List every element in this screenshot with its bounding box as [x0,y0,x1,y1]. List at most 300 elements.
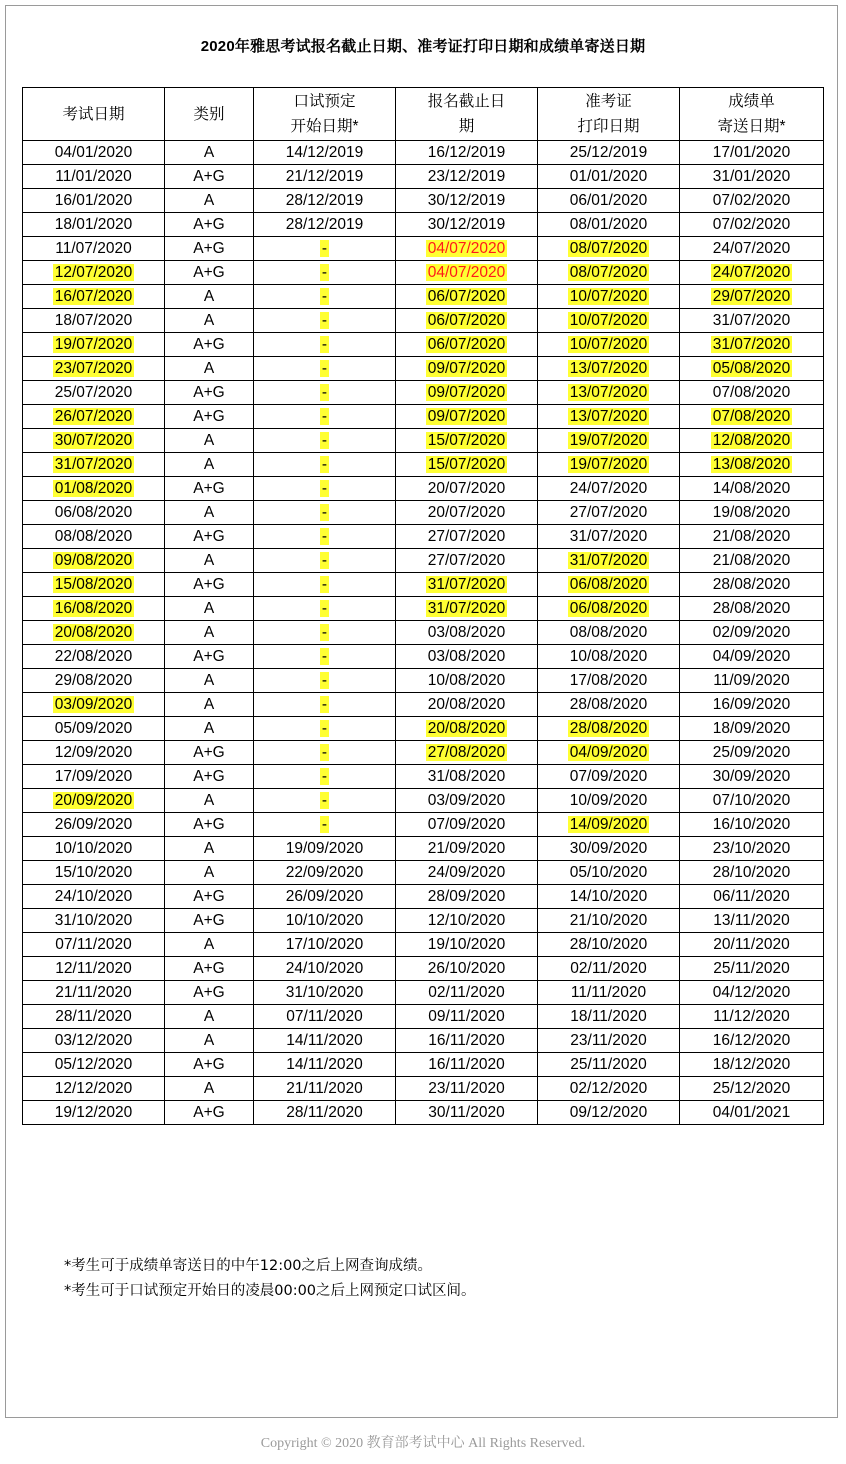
cell-value: A [203,360,215,377]
cell-category [165,741,254,765]
table-row [23,453,824,477]
table-row [23,405,824,429]
cell-value: 14/10/2020 [569,888,648,905]
cell-value: 25/11/2020 [570,1056,647,1073]
cell-score-report-send-date [680,1029,824,1053]
cell-value: 21/11/2020 [55,984,132,1001]
header-line: 口试预定 [293,93,356,110]
cell-value: 26/09/2020 [285,888,364,905]
cell-registration-deadline [396,669,538,693]
cell-registration-deadline [396,141,538,165]
cell-category [165,813,254,837]
table-row [23,429,824,453]
cell-value: 12/11/2020 [55,960,132,977]
cell-admission-print-date [538,357,680,381]
cell-admission-print-date [538,717,680,741]
cell-value: 06/07/2020 [427,336,506,353]
cell-exam-date [23,957,165,981]
header-line: 成绩单 [728,93,775,110]
cell-value: 08/07/2020 [569,264,648,281]
cell-exam-date [23,981,165,1005]
cell-admission-print-date [538,861,680,885]
cell-value: 28/10/2020 [569,936,648,953]
cell-value: 17/09/2020 [54,768,133,785]
cell-value: 24/10/2020 [285,960,364,977]
cell-category [165,237,254,261]
cell-admission-print-date [538,261,680,285]
cell-registration-deadline [396,477,538,501]
cell-value: - [321,552,328,569]
cell-value: A [203,432,215,449]
cell-value: 05/10/2020 [569,864,648,881]
cell-value: 25/11/2020 [713,960,790,977]
cell-value: 11/11/2020 [570,984,647,1001]
cell-category [165,1077,254,1101]
cell-admission-print-date [538,309,680,333]
cell-value: 28/08/2020 [712,576,791,593]
cell-registration-deadline [396,861,538,885]
cell-value: A [203,840,215,857]
cell-speaking-booking-start [254,909,396,933]
cell-value: A [203,312,215,329]
cell-admission-print-date [538,477,680,501]
cell-registration-deadline [396,405,538,429]
cell-score-report-send-date [680,1005,824,1029]
cell-value: 31/10/2020 [54,912,133,929]
cell-value: 31/07/2020 [569,528,648,545]
header-score-report-send-date [680,88,824,141]
cell-exam-date [23,1005,165,1029]
cell-registration-deadline [396,933,538,957]
cell-value: A [203,792,215,809]
cell-registration-deadline [396,645,538,669]
cell-value: 24/10/2020 [54,888,133,905]
cell-speaking-booking-start [254,669,396,693]
cell-value: 10/08/2020 [569,648,648,665]
cell-value: 15/07/2020 [427,456,506,473]
cell-speaking-booking-start [254,285,396,309]
cell-score-report-send-date [680,789,824,813]
table-row [23,261,824,285]
cell-value: 25/12/2019 [569,144,648,161]
cell-value: 14/11/2020 [286,1032,363,1049]
cell-value: - [321,456,328,473]
table-row [23,189,824,213]
table-body [23,141,824,1125]
cell-value: 07/11/2020 [286,1008,363,1025]
cell-value: 19/07/2020 [54,336,133,353]
cell-registration-deadline [396,621,538,645]
cell-value: 02/09/2020 [712,624,791,641]
cell-value: 13/11/2020 [713,912,790,929]
cell-value: 08/08/2020 [54,528,133,545]
cell-value: 19/07/2020 [569,432,648,449]
cell-value: - [321,408,328,425]
cell-score-report-send-date [680,765,824,789]
cell-value: A [203,936,215,953]
cell-value: 20/07/2020 [427,480,506,497]
cell-speaking-booking-start [254,981,396,1005]
cell-registration-deadline [396,789,538,813]
cell-registration-deadline [396,453,538,477]
header-line: 报名截止日 [427,93,506,110]
cell-value: 28/08/2020 [569,696,648,713]
cell-speaking-booking-start [254,189,396,213]
cell-category [165,477,254,501]
cell-value: A+G [193,528,225,545]
header-admission-print-date [538,88,680,141]
cell-admission-print-date [538,909,680,933]
cell-value: 15/10/2020 [54,864,133,881]
cell-exam-date [23,645,165,669]
cell-value: A [203,288,215,305]
cell-value: 16/10/2020 [712,816,791,833]
cell-score-report-send-date [680,477,824,501]
cell-value: - [321,264,328,281]
cell-value: 07/10/2020 [712,792,791,809]
cell-value: 06/08/2020 [569,600,648,617]
cell-value: 14/12/2019 [285,144,364,161]
table-row [23,1029,824,1053]
cell-category [165,693,254,717]
cell-speaking-booking-start [254,333,396,357]
cell-registration-deadline [396,165,538,189]
cell-value: - [321,432,328,449]
cell-value: 24/09/2020 [427,864,506,881]
cell-category [165,525,254,549]
cell-value: 21/11/2020 [286,1080,363,1097]
cell-score-report-send-date [680,981,824,1005]
cell-value: 22/09/2020 [285,864,364,881]
cell-value: 12/12/2020 [54,1080,133,1097]
cell-value: 04/09/2020 [712,648,791,665]
cell-admission-print-date [538,285,680,309]
cell-category [165,885,254,909]
cell-category [165,405,254,429]
cell-value: 30/09/2020 [569,840,648,857]
cell-value: 02/11/2020 [570,960,647,977]
cell-value: 10/07/2020 [569,336,648,353]
cell-value: 20/07/2020 [427,504,506,521]
cell-value: A+G [193,816,225,833]
cell-category [165,189,254,213]
table-row [23,237,824,261]
cell-speaking-booking-start [254,525,396,549]
cell-exam-date [23,1053,165,1077]
cell-speaking-booking-start [254,885,396,909]
cell-value: 23/11/2020 [570,1032,647,1049]
cell-value: A+G [193,264,225,281]
cell-score-report-send-date [680,1077,824,1101]
cell-score-report-send-date [680,837,824,861]
cell-value: A [203,864,215,881]
table-row [23,765,824,789]
cell-category [165,933,254,957]
cell-value: 02/12/2020 [569,1080,648,1097]
header-line: 寄送日期* [717,118,786,135]
table-row [23,285,824,309]
cell-value: 28/11/2020 [55,1008,132,1025]
cell-value: 27/07/2020 [569,504,648,521]
cell-value: 05/12/2020 [54,1056,133,1073]
cell-exam-date [23,477,165,501]
cell-value: 16/11/2020 [428,1056,505,1073]
cell-admission-print-date [538,405,680,429]
cell-value: 17/08/2020 [569,672,648,689]
cell-value: 14/08/2020 [712,480,791,497]
cell-admission-print-date [538,1077,680,1101]
cell-value: 28/12/2019 [285,192,364,209]
cell-value: 20/08/2020 [54,624,133,641]
cell-exam-date [23,525,165,549]
cell-registration-deadline [396,597,538,621]
cell-value: 10/10/2020 [285,912,364,929]
cell-category [165,213,254,237]
cell-value: A+G [193,960,225,977]
cell-value: 23/12/2019 [427,168,506,185]
cell-speaking-booking-start [254,237,396,261]
cell-score-report-send-date [680,501,824,525]
cell-registration-deadline [396,1077,538,1101]
cell-value: A+G [193,216,225,233]
cell-category [165,621,254,645]
cell-value: 07/02/2020 [712,192,791,209]
cell-category [165,501,254,525]
cell-value: A+G [193,984,225,1001]
cell-value: 28/09/2020 [427,888,506,905]
table-row [23,981,824,1005]
cell-speaking-booking-start [254,645,396,669]
cell-score-report-send-date [680,429,824,453]
table-row [23,837,824,861]
cell-registration-deadline [396,525,538,549]
cell-value: 08/08/2020 [569,624,648,641]
cell-value: 15/08/2020 [54,576,133,593]
cell-exam-date [23,429,165,453]
cell-score-report-send-date [680,1101,824,1125]
cell-value: 10/07/2020 [569,288,648,305]
cell-value: 19/12/2020 [54,1104,133,1121]
cell-exam-date [23,813,165,837]
cell-value: 03/08/2020 [427,648,506,665]
cell-registration-deadline [396,813,538,837]
cell-registration-deadline [396,381,538,405]
cell-exam-date [23,885,165,909]
cell-value: - [321,384,328,401]
cell-score-report-send-date [680,645,824,669]
cell-value: 21/10/2020 [569,912,648,929]
cell-value: 28/08/2020 [712,600,791,617]
cell-score-report-send-date [680,405,824,429]
cell-value: 06/08/2020 [54,504,133,521]
header-speaking-booking-start [254,88,396,141]
schedule-table [22,87,824,1125]
cell-exam-date [23,669,165,693]
cell-score-report-send-date [680,573,824,597]
cell-value: - [321,288,328,305]
cell-score-report-send-date [680,261,824,285]
table-row [23,957,824,981]
table-row [23,885,824,909]
cell-admission-print-date [538,1053,680,1077]
cell-value: 16/12/2019 [427,144,506,161]
cell-value: 12/08/2020 [712,432,791,449]
cell-score-report-send-date [680,237,824,261]
footnote-speaking-booking: *考生可于口试预定开始日的凌晨00:00之后上网预定口试区间。 [64,1283,476,1299]
cell-speaking-booking-start [254,261,396,285]
cell-exam-date [23,189,165,213]
cell-admission-print-date [538,1101,680,1125]
cell-value: 27/07/2020 [427,528,506,545]
cell-value: 07/08/2020 [712,408,791,425]
cell-value: 30/09/2020 [712,768,791,785]
cell-value: 18/01/2020 [54,216,133,233]
cell-value: 24/07/2020 [712,240,791,257]
cell-value: A+G [193,768,225,785]
cell-speaking-booking-start [254,741,396,765]
cell-value: 04/01/2020 [54,144,133,161]
cell-value: 20/11/2020 [713,936,790,953]
cell-admission-print-date [538,573,680,597]
cell-value: 26/07/2020 [54,408,133,425]
cell-speaking-booking-start [254,789,396,813]
cell-value: A [203,192,215,209]
cell-value: 31/07/2020 [712,312,791,329]
cell-value: 04/12/2020 [712,984,791,1001]
cell-value: 29/08/2020 [54,672,133,689]
cell-value: 03/08/2020 [427,624,506,641]
cell-registration-deadline [396,837,538,861]
cell-value: 24/07/2020 [569,480,648,497]
cell-value: 28/08/2020 [569,720,648,737]
cell-admission-print-date [538,597,680,621]
cell-value: 28/10/2020 [712,864,791,881]
cell-value: A+G [193,1056,225,1073]
table-row [23,669,824,693]
cell-value: - [321,648,328,665]
cell-category [165,285,254,309]
table-row [23,141,824,165]
cell-category [165,1005,254,1029]
cell-value: A+G [193,1104,225,1121]
cell-exam-date [23,1029,165,1053]
cell-value: A [203,1008,215,1025]
cell-exam-date [23,285,165,309]
cell-value: 01/08/2020 [54,480,133,497]
cell-score-report-send-date [680,189,824,213]
cell-exam-date [23,549,165,573]
cell-value: 06/07/2020 [427,288,506,305]
cell-exam-date [23,765,165,789]
cell-exam-date [23,165,165,189]
cell-category [165,309,254,333]
cell-admission-print-date [538,501,680,525]
cell-value: 14/11/2020 [286,1056,363,1073]
cell-value: 07/11/2020 [55,936,132,953]
cell-value: 31/07/2020 [569,552,648,569]
cell-value: 13/07/2020 [569,360,648,377]
cell-value: 19/09/2020 [285,840,364,857]
cell-value: 12/07/2020 [54,264,133,281]
cell-admission-print-date [538,669,680,693]
cell-score-report-send-date [680,861,824,885]
cell-speaking-booking-start [254,213,396,237]
cell-score-report-send-date [680,813,824,837]
cell-value: 10/07/2020 [569,312,648,329]
cell-admission-print-date [538,141,680,165]
cell-value: 10/10/2020 [54,840,133,857]
cell-category [165,981,254,1005]
header-line: 类别 [193,105,225,123]
cell-value: 21/12/2019 [285,168,364,185]
cell-exam-date [23,741,165,765]
cell-speaking-booking-start [254,1005,396,1029]
cell-value: 14/09/2020 [569,816,648,833]
table-row [23,861,824,885]
cell-score-report-send-date [680,957,824,981]
cell-value: 16/12/2020 [712,1032,791,1049]
cell-value: A+G [193,408,225,425]
cell-speaking-booking-start [254,1077,396,1101]
cell-category [165,333,254,357]
cell-speaking-booking-start [254,381,396,405]
cell-value: - [321,600,328,617]
cell-value: 11/09/2020 [713,672,790,689]
cell-admission-print-date [538,981,680,1005]
cell-score-report-send-date [680,525,824,549]
cell-category [165,141,254,165]
cell-value: - [321,720,328,737]
cell-category [165,1101,254,1125]
cell-registration-deadline [396,693,538,717]
cell-value: 27/07/2020 [427,552,506,569]
cell-category [165,861,254,885]
cell-value: 12/09/2020 [54,744,133,761]
cell-speaking-booking-start [254,837,396,861]
cell-value: 21/08/2020 [712,528,791,545]
cell-admission-print-date [538,165,680,189]
cell-value: - [321,624,328,641]
cell-admission-print-date [538,189,680,213]
cell-value: A+G [193,384,225,401]
cell-exam-date [23,717,165,741]
cell-value: 12/10/2020 [427,912,506,929]
cell-score-report-send-date [680,453,824,477]
cell-speaking-booking-start [254,765,396,789]
cell-exam-date [23,309,165,333]
cell-value: A [203,1080,215,1097]
cell-value: 09/11/2020 [428,1008,505,1025]
cell-exam-date [23,261,165,285]
cell-score-report-send-date [680,381,824,405]
cell-admission-print-date [538,429,680,453]
cell-exam-date [23,573,165,597]
cell-value: A [203,456,215,473]
cell-speaking-booking-start [254,717,396,741]
cell-speaking-booking-start [254,309,396,333]
cell-value: 20/08/2020 [427,720,506,737]
cell-category [165,381,254,405]
cell-exam-date [23,213,165,237]
cell-exam-date [23,1101,165,1125]
cell-value: 04/07/2020 [427,264,506,281]
cell-score-report-send-date [680,885,824,909]
cell-value: 17/01/2020 [712,144,791,161]
table-row [23,1077,824,1101]
cell-speaking-booking-start [254,549,396,573]
cell-value: 16/08/2020 [54,600,133,617]
table-row [23,909,824,933]
